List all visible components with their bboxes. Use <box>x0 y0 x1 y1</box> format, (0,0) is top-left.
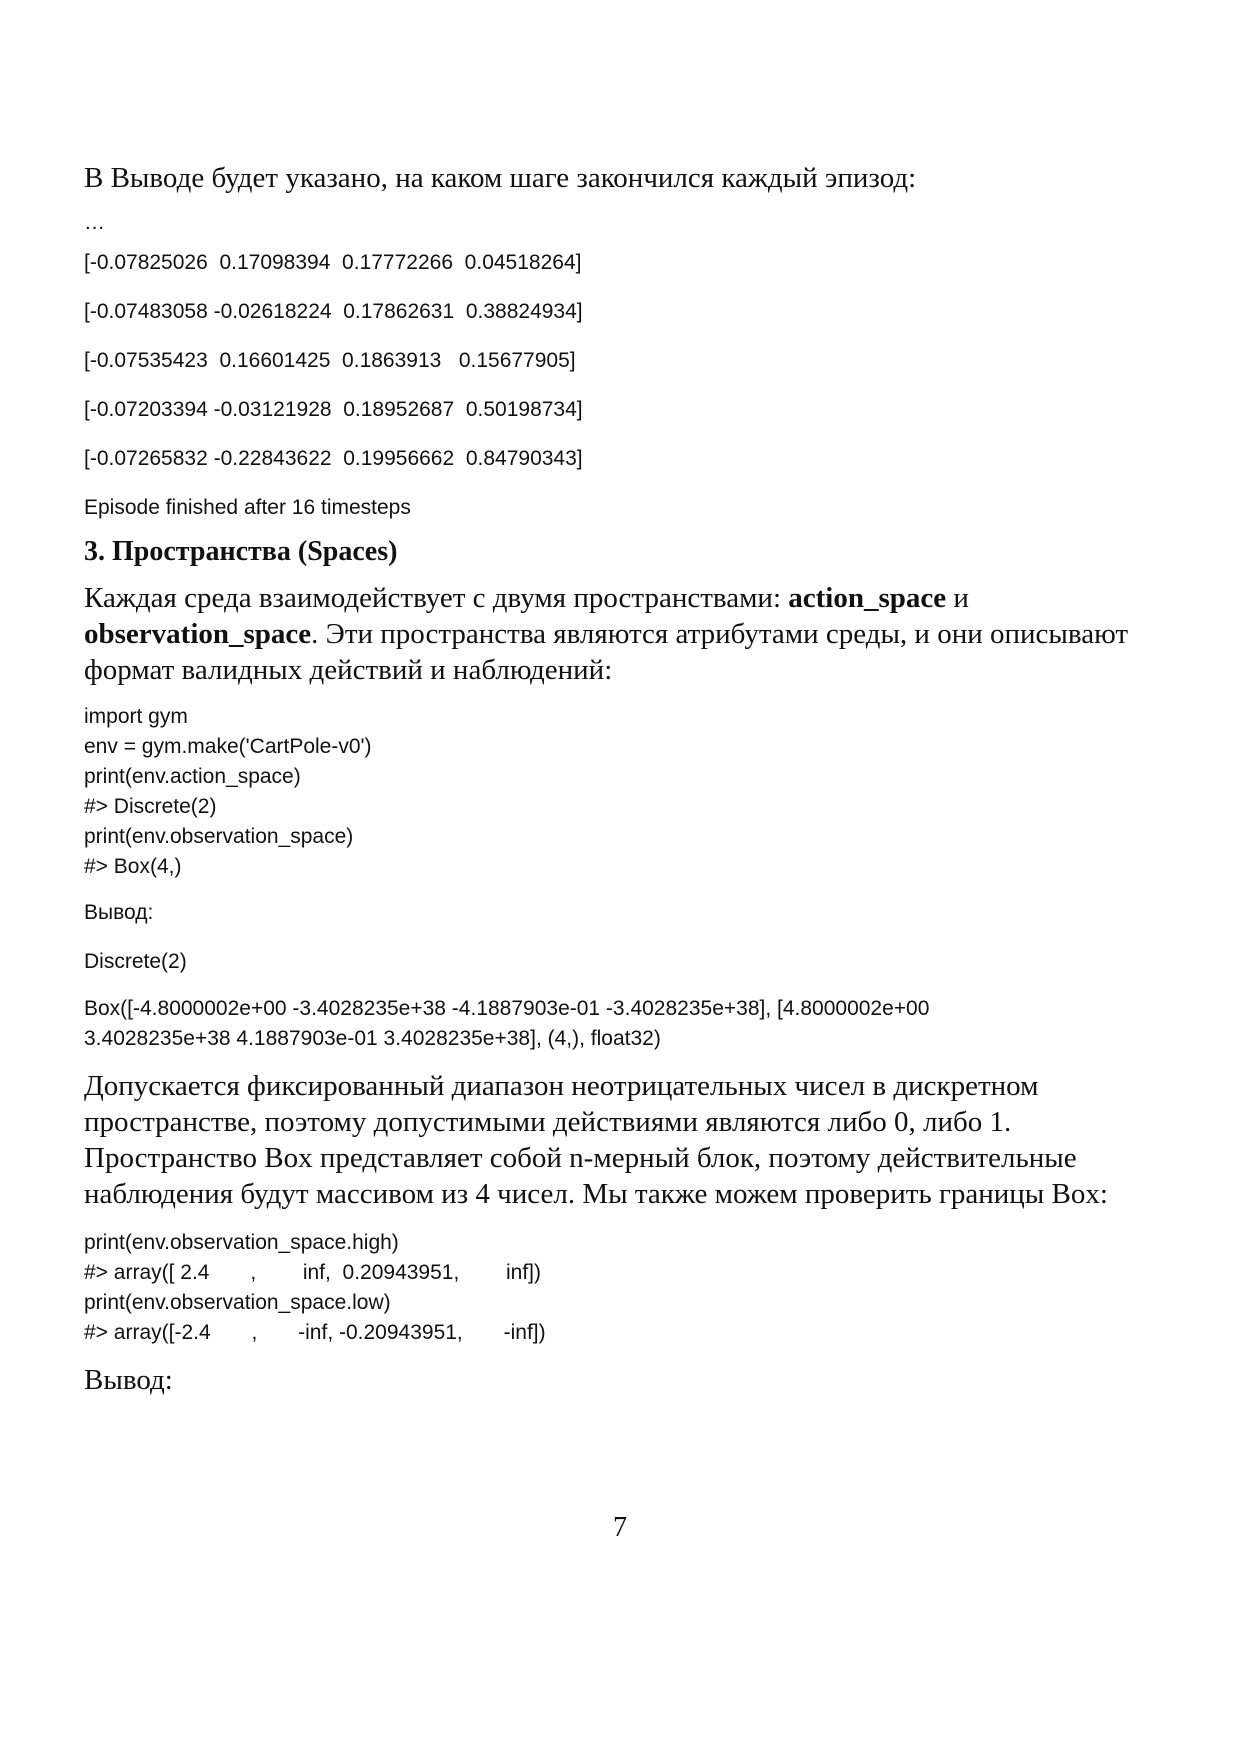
intro-paragraph: В Выводе будет указано, на каком шаге закончился каждый эпизод: <box>84 162 917 194</box>
output-box-line: 3.4028235e+38 4.1887903e-01 3.4028235e+38], (4,), float32) <box>84 1027 661 1050</box>
output-box <box>84 994 1164 1054</box>
code-line: env = gym.make('CartPole-v0') <box>84 735 372 758</box>
code-line: print(env.observation_space) <box>84 825 354 848</box>
output-box-line: Box([-4.8000002e+00 -3.4028235e+38 -4.1887903e-01 -3.4028235e+38], [4.8000002e+00 <box>84 997 930 1020</box>
explanation-paragraph <box>84 1068 1164 1212</box>
explanation-line: пространстве, поэтому допустимыми действиями являются либо 0, либо 1. <box>84 1106 1012 1138</box>
action-space-term: action_space <box>788 582 947 614</box>
observation-line: [-0.07483058 -0.02618224 0.17862631 0.38824934] <box>84 300 583 323</box>
output-label: Вывод: <box>84 1364 173 1396</box>
code-line: print(env.observation_space.low) <box>84 1291 391 1314</box>
code-block-1 <box>84 702 1164 882</box>
observation-line: [-0.07535423 0.16601425 0.1863913 0.15677905] <box>84 349 576 372</box>
page-content <box>84 160 1164 1398</box>
episode-finished-text: Episode finished after 16 timesteps <box>84 496 411 519</box>
code-line: #> array([ 2.4 , inf, 0.20943951, inf]) <box>84 1261 541 1284</box>
observation-line: [-0.07203394 -0.03121928 0.18952687 0.50198734] <box>84 398 583 421</box>
ellipsis-text: … <box>84 211 105 234</box>
explanation-line: наблюдения будут массивом из 4 чисел. Мы также можем проверить границы Box: <box>84 1178 1108 1210</box>
spaces-paragraph <box>84 580 1164 688</box>
spaces-text-part2: и <box>946 582 969 614</box>
observation-space-term: observation_space <box>84 618 312 650</box>
observation-line: [-0.07825026 0.17098394 0.17772266 0.04518264] <box>84 251 582 274</box>
output-discrete: Discrete(2) <box>84 950 187 973</box>
code-line: print(env.observation_space.high) <box>84 1231 399 1254</box>
spaces-text-part3: . Эти пространства являются атрибутами среды, и они описывают формат валидных действий и наблюдений: <box>84 618 1129 686</box>
code-line: import gym <box>84 705 188 728</box>
code-line: #> array([-2.4 , -inf, -0.20943951, -inf]) <box>84 1321 546 1344</box>
code-block-2 <box>84 1228 1164 1348</box>
section-heading: 3. Пространства (Spaces) <box>84 536 398 567</box>
page-number: 7 <box>613 1512 627 1543</box>
code-line: #> Discrete(2) <box>84 795 217 818</box>
output-label: Вывод: <box>84 901 154 924</box>
code-line: #> Box(4,) <box>84 855 182 878</box>
spaces-text-part1: Каждая среда взаимодействует с двумя пространствами: <box>84 582 789 614</box>
observation-line: [-0.07265832 -0.22843622 0.19956662 0.84790343] <box>84 447 583 470</box>
explanation-line: Допускается фиксированный диапазон неотрицательных чисел в дискретном <box>84 1070 1039 1102</box>
code-line: print(env.action_space) <box>84 765 301 788</box>
explanation-line: Пространство Box представляет собой n-мерный блок, поэтому действительные <box>84 1142 1077 1174</box>
